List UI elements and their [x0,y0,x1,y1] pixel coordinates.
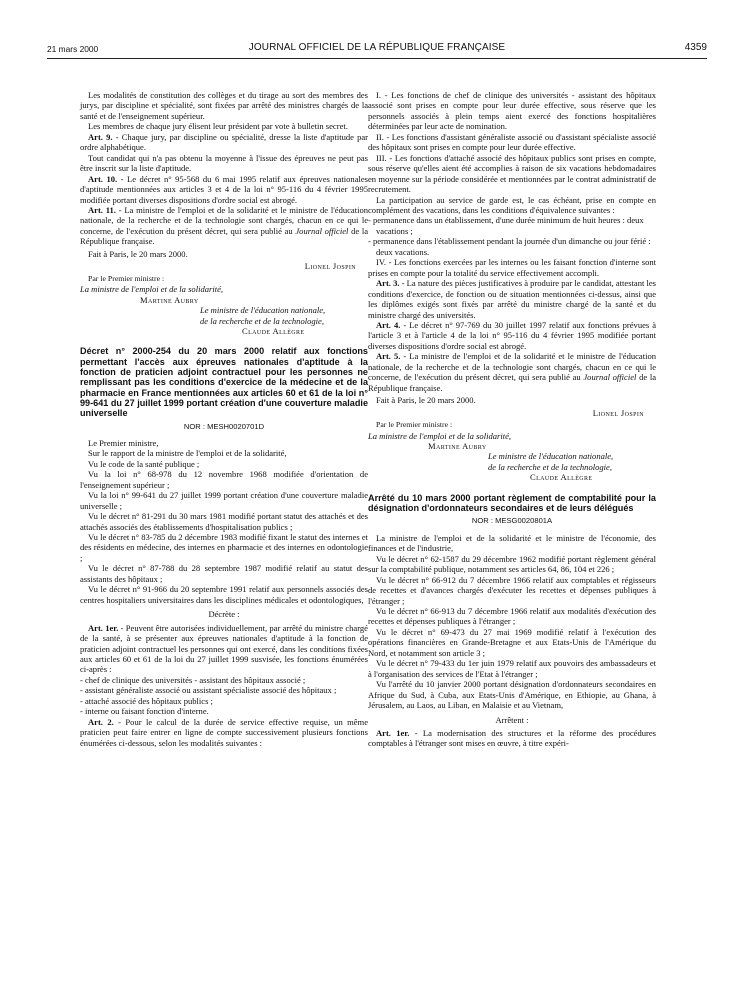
paragraph: Le Premier ministre, [88,437,159,448]
visa: Vu le décret n° 81-291 du 30 mars 1981 modifié portant statut des attachés et des attachés associés des établissements d'hospitalisation publics ; [80,511,368,532]
visa: Vu la loi n° 68-978 du 12 novembre 1968 modifiée d'orientation de l'enseignement supérieur ; [80,469,368,490]
article-number: Art. 1er. [376,727,410,738]
journal-reference: Journal officiel [583,372,637,383]
page-header [47,40,707,56]
list-item: - permanence dans l'établissement pendant la journée d'un dimanche ou jour férié : deux vacations. [368,236,651,257]
article-number: Art. 1er. [88,622,119,633]
signature-date: Fait à Paris, le 20 mars 2000. [376,395,476,406]
visa: Vu le décret n° 66-913 du 7 décembre 1966 relatif aux modalités d'exécution des recettes et dépenses publiques à l'étranger ; [368,605,656,627]
article-text: - La ministre de l'emploi et de la solidarité et le ministre de l'éducation nationale, de la recherche et de la technologie sont chargés, chacun en ce qui le concerne, de l'exécution du présent décret, qui sera publié au [80,204,368,236]
article-1 [80,623,368,675]
list-item: - interne ou faisant fonction d'interne. [80,706,209,717]
visa: Vu le code de la santé publique ; [88,458,200,469]
minister-title: Le ministre de l'éducation nationale, [200,305,326,316]
header-rule [47,58,707,59]
visa: Vu l'arrêté du 10 janvier 2000 portant désignation d'ordonnateurs secondaires en Afrique du Sud, à Cuba, aux Etats-Unis d'Amérique, en Ethiopie, au Ghana, à Jérusalem, au Laos, au Liban, en Malaisie et au Vietnam, [368,679,656,711]
signer-name: Claude Allègre [242,325,305,336]
minister-title: La ministre de l'emploi et de la solidarité, [80,284,223,295]
article-text: - Peuvent être autorisées individuellement, par arrêté du ministre chargé de la santé, à se présenter aux épreuves nationales d'aptitude à la fonction de praticien adjoint contractuel les personnes qui ont exercé, dans les conditions fixées aux articles 60 et 61 de la loi du 27 juillet 1999 susvisée, les fonctions énumérées ci-après : [80,622,368,675]
article-number: Art. 10. [88,173,118,184]
nor-reference: NOR : MESH0020701D [183,421,265,431]
visa: Vu la loi n° 99-641 du 27 juillet 1999 portant création d'une couverture maladie universelle ; [80,490,368,511]
article-number: Art. 5. [376,351,401,362]
signer-name: Martine Aubry [428,440,487,451]
decrete-heading: Décrète : [208,609,240,620]
minister-title: de la recherche et de la technologie, [200,315,324,326]
article-text: - Le décret n° 95-568 du 6 mai 1995 relatif aux épreuves nationales d'aptitude mentionnées aux articles 3 et 4 de la loi n° 95-116 du 4 février 1995 modifiée portant diverses dispositions d'ordre social est abrogé. [80,173,368,205]
article-11 [80,205,368,247]
minister-title: de la recherche et de la technologie, [488,461,612,472]
article-9 [80,132,368,153]
article-text: - Le décret n° 97-769 du 30 juillet 1997 relatif aux fonctions prévues à l'article 3 et à l'article 4 de la loi n° 95-116 du 4 février 1995 modifiée portant diverses dispositions d'ordre social est abrogé. [368,319,656,351]
par-premier-ministre: Par le Premier ministre : [376,420,453,430]
signer-name: Lionel Jospin [304,261,356,272]
paragraph: II. - Les fonctions d'assistant généraliste associé ou d'assistant spécialiste associé des hôpitaux sont prises en compte pour leur durée effective. [368,131,656,153]
article-number: Art. 9. [88,131,113,142]
article-text: - La ministre de l'emploi et de la solidarité et le ministre de l'éducation nationale, de la recherche et de la technologie sont chargés, chacun en ce qui le concerne, de l'exécution du présent décret, qui sera publié au [368,351,657,383]
article-text: de la République française. [80,225,368,247]
list-item: - permanence dans un établissement, d'une durée minimum de huit heures : deux vacations ; [368,215,644,236]
arretent-heading: Arrêtent : [495,714,529,725]
visa: Vu le décret n° 79-433 du 1er juin 1979 relatif aux pouvoirs des ambassadeurs et à l'organisation des services de l'Etat à l'étranger ; [368,658,656,679]
article-number: Art. 3. [376,278,400,289]
signer-name: Claude Allègre [530,472,593,483]
header-date: 21 mars 2000 [47,44,99,54]
signer-name: Martine Aubry [140,294,199,305]
list-item: - attaché associé des hôpitaux publics ; [80,695,213,706]
visa: Vu le décret n° 87-788 du 28 septembre 1987 modifié relatif au statut des assistants des hôpitaux ; [80,563,368,584]
arrete-title: Arrêté du 10 mars 2000 portant règlement de comptabilité pour la désignation d'ordonnateurs secondaires et de leurs délégués [368,492,656,514]
nor-reference: NOR : MESG0020801A [471,516,553,526]
list-item: - chef de clinique des universités - assistant des hôpitaux associé ; [80,674,306,685]
signer-name: Lionel Jospin [592,407,644,418]
minister-title: Le ministre de l'éducation nationale, [488,451,614,462]
paragraph: La ministre de l'emploi et de la solidarité et le ministre de l'économie, des finances et de l'industrie, [368,532,656,554]
article-10 [80,174,368,205]
article-5 [368,351,656,393]
journal-reference: Journal officiel [295,225,349,236]
visa: Vu le décret n° 91-966 du 20 septembre 1991 relatif aux personnels associés des centres hospitaliers universitaires dans les disciplines médicales et odontologiques, [80,584,368,605]
paragraph: Tout candidat qui n'a pas obtenu la moyenne à l'issue des épreuves ne peut pas être inscrit sur la liste d'aptitude. [80,152,368,174]
minister-title: La ministre de l'emploi et de la solidarité, [368,430,511,441]
paragraph: La participation au service de garde est, le cas échéant, prise en compte en complément des vacations, dans les conditions d'équivalence suivantes : [368,194,656,215]
paragraph: Les membres de chaque jury élisent leur président par vote à bulletin secret. [88,121,348,132]
article-text: - Chaque jury, par discipline ou spécialité, dresse la liste d'aptitude par ordre alphabétique. [80,131,368,153]
paragraph: IV. - Les fonctions exercées par les internes ou les faisant fonction d'interne sont prises en compte pour la totalité du service effectivement accompli. [368,257,656,278]
article-4 [368,320,656,351]
left-column [80,90,368,748]
article-number: Art. 11. [88,204,116,215]
par-premier-ministre: Par le Premier ministre : [88,273,165,283]
paragraph: III. - Les fonctions d'attaché associé des hôpitaux publics sont prises en compte, sous réserve qu'elles aient été accomplies à raison de six vacations hebdomadaires en moyenne sur la période considérée et mentionnées par le contrat administratif de recrutement. [368,152,656,195]
article-1 [368,728,656,749]
paragraph: I. - Les fonctions de chef de clinique des universités - assistant des hôpitaux associé sont prises en compte pour leur durée effective, sous réserve que les personnels associés à plein temps aient exercé des fonctions hospitalières déterminées par leur acte de nomination. [368,90,656,132]
article-text: - Pour le calcul de la durée de service effective requise, un même praticien peut faire entrer en ligne de compte successivement plusieurs fonctions énumérées ci-dessous, selon les modalités suivantes : [80,716,368,748]
visa: Vu le décret n° 66-912 du 7 décembre 1966 relatif aux comptables et régisseurs de recettes et d'avances chargés d'exécuter les recettes et dépenses publiques à l'étranger ; [368,574,656,606]
article-2 [80,717,368,748]
visa: Sur le rapport de la ministre de l'emploi et de la solidarité, [88,448,287,459]
visa: Vu le décret n° 83-785 du 2 décembre 1983 modifié fixant le statut des internes et des résidents en médecine, des internes en pharmacie et des internes en odontologie ; [80,532,368,563]
page-number: 4359 [684,42,707,53]
visa: Vu le décret n° 62-1587 du 29 décembre 1962 modifié portant règlement général sur la comptabilité publique, notamment ses articles 64, 86, 104 et 226 ; [368,553,656,575]
visa: Vu le décret n° 69-473 du 27 mai 1969 modifié relatif à l'exécution des opérations financières en Grande-Bretagne et aux Etats-Unis de l'Amérique du Nord, et notamment son article 3 ; [368,626,656,658]
paragraph: Les modalités de constitution des collèges et du tirage au sort des membres des jurys, par discipline et spécialité, sont fixées par arrêté des ministres chargés de la santé et de l'enseignement supérieur. [80,90,368,121]
list-item: - assistant généraliste associé ou assistant spécialiste associé des hôpitaux ; [80,685,337,696]
decree-title: Décret n° 2000-254 du 20 mars 2000 relatif aux fonctions permettant l'accès aux épreuves nationales d'aptitude à la fonction de praticien adjoint contractuel pour les personnes ne remplissant pas les conditions d'exercice de la médecine et de la pharmacie en France mentionnées aux articles 60 et 61 de la loi n° 99-641 du 27 juillet 1999 portant création d'une couverture maladie universelle [80,346,368,419]
article-3 [368,278,656,320]
signature-date: Fait à Paris, le 20 mars 2000. [88,248,188,259]
journal-title: JOURNAL OFFICIEL DE LA RÉPUBLIQUE FRANÇAISE [248,42,506,53]
article-text: - La nature des pièces justificatives à produire par le candidat, attestant les conditions d'exercice, de fonction ou de situation mentionnées ci-dessus, ainsi que les diplômes exigés sont fixés par arrêté du ministre chargé de la santé et du ministre chargé des universités. [368,278,656,320]
article-text: - La modernisation des structures et la réforme des procédures comptables à l'étranger sont mises en œuvre, à titre expéri- [368,727,656,749]
article-number: Art. 2. [88,716,114,727]
article-number: Art. 4. [376,319,401,330]
article-text: de la République française. [368,372,656,393]
right-column [368,90,656,749]
